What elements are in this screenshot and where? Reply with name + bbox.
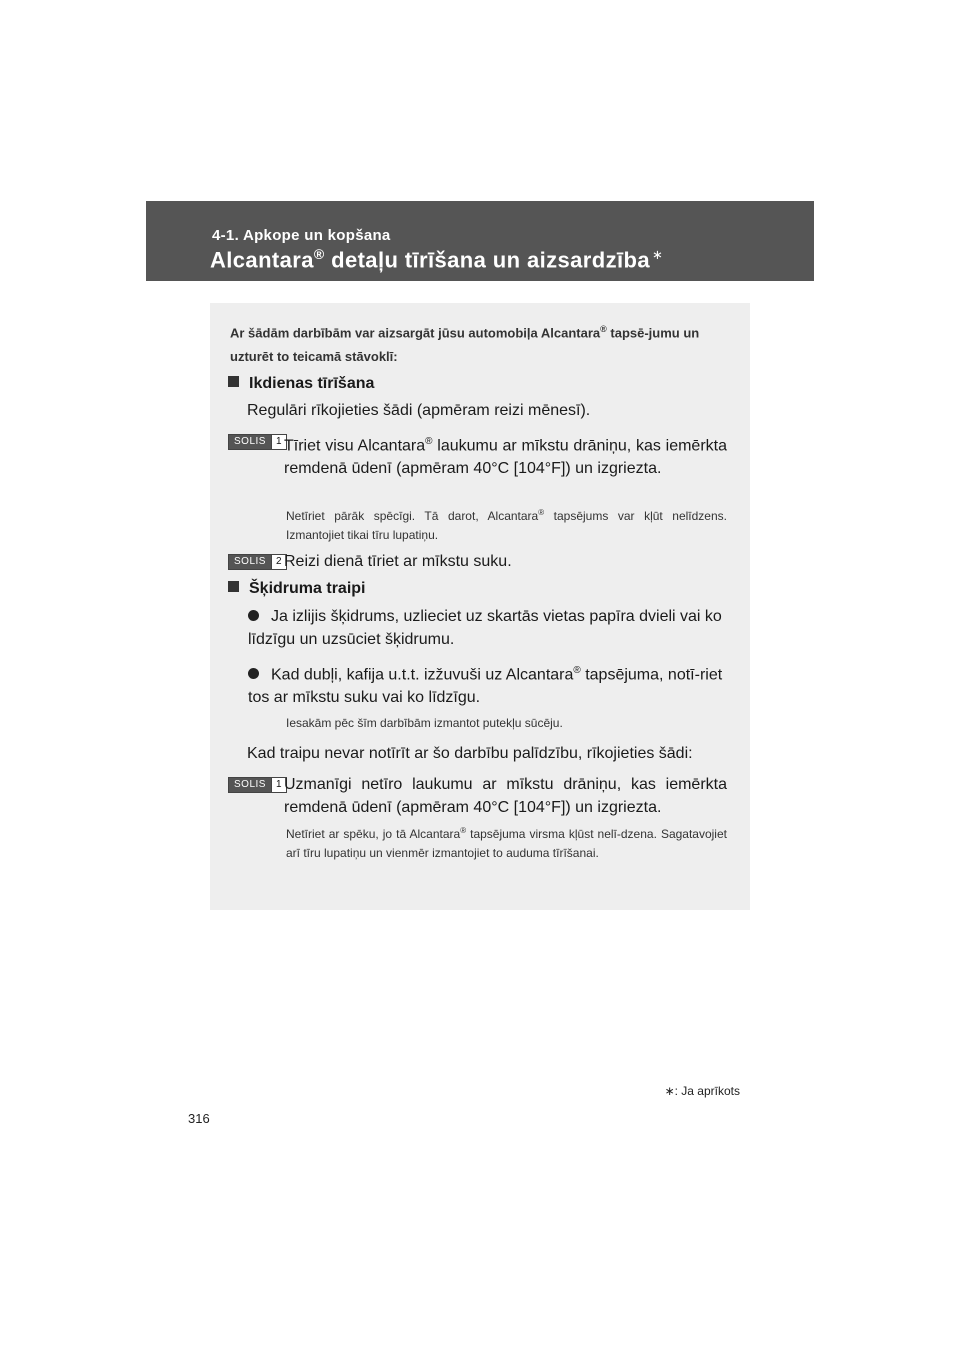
bullet2-text-b: tapsējuma, notī-riet tos ar mīkstu suku vai ko līdzīgu.: [248, 666, 723, 707]
page-number: 316: [188, 1111, 210, 1126]
step-badge: [228, 554, 287, 570]
registered-mark: ®: [313, 246, 325, 262]
note-text-b: tapsējuma virsma kļūst nelī-dzena. Sagatavojiet arī tīru lupatiņu un vienmēr izmantojiet to auduma tīrīšanai.: [286, 827, 727, 860]
registered-mark: ®: [538, 508, 545, 517]
daily-step1-text: [284, 430, 727, 480]
stains-note: [286, 821, 727, 863]
step-label: SOLIS: [229, 555, 271, 569]
step-number: 1: [271, 778, 286, 792]
step-label: SOLIS: [229, 778, 271, 792]
intro-text: [230, 317, 742, 369]
registered-mark: ®: [600, 324, 607, 334]
equipment-footnote: ∗: Ja aprīkots: [664, 1084, 740, 1098]
round-bullet-icon: [248, 668, 259, 679]
registered-mark: ®: [573, 665, 581, 676]
daily-heading: Ikdienas tīrīšana: [249, 375, 375, 392]
title-main: Alcantara: [210, 247, 314, 273]
stains-heading: Šķidruma traipi: [249, 580, 366, 597]
content-panel: [210, 303, 750, 910]
intro-line-b: tapsē-jumu un uzturēt to teicamā stāvoklī:: [230, 325, 700, 365]
title-rest: detaļu tīrīšana un aizsardzība: [324, 247, 650, 273]
round-bullet-icon: [248, 610, 259, 621]
bullet2-text-a: Kad dubļi, kafija u.t.t. izžuvuši uz Alcantara: [271, 666, 574, 684]
square-bullet-icon: [228, 581, 239, 592]
registered-mark: ®: [460, 826, 467, 835]
step-badge: [228, 434, 287, 450]
step-number: 2: [271, 555, 286, 569]
stains-fallback: Kad traipu nevar notīrīt ar šo darbību palīdzību, rīkojieties šādi:: [247, 745, 693, 762]
section-heading-stains: [228, 580, 365, 598]
intro-line-a: Ar šādām darbībām var aizsargāt jūsu automobiļa Alcantara: [230, 325, 601, 341]
stains-bullet-2: [248, 659, 727, 709]
page-header: [146, 201, 814, 281]
daily-step2-text: Reizi dienā tīriet ar mīkstu suku.: [284, 553, 512, 570]
daily-sub: Regulāri rīkojieties šādi (apmēram reizi mēnesī).: [247, 402, 591, 419]
stains-bullet-1: [248, 605, 727, 651]
note-text-a: Netīriet pārāk spēcīgi. Tā darot, Alcantara: [286, 509, 539, 523]
note-text-a: Netīriet ar spēku, jo tā Alcantara: [286, 827, 461, 841]
step-number: 1: [271, 435, 286, 449]
bullet1-text: Ja izlijis šķidrums, uzlieciet uz skartās vietas papīra dvieli vai ko līdzīgu un uzsūciet šķidrumu.: [248, 608, 722, 648]
step1-text-b: laukumu ar mīkstu drāniņu, kas iemērkta remdenā ūdenī (apmēram 40°C [104°F]) un izgriezta.: [284, 437, 727, 478]
equipment-star-icon: ∗: [651, 247, 664, 262]
stains-tip: Iesakām pēc šīm darbībām izmantot putekļu sūcēju.: [286, 716, 563, 730]
step-label: SOLIS: [229, 435, 271, 449]
step1-text-a: Tīriet visu Alcantara: [284, 437, 426, 455]
daily-note: [286, 503, 727, 545]
stains-step1-text: Uzmanīgi netīro laukumu ar mīkstu drāniņu, kas iemērkta remdenā ūdenī (apmēram 40°C [104°F]) un izgriezta.: [284, 776, 727, 816]
square-bullet-icon: [228, 376, 239, 387]
page-title: [210, 246, 663, 273]
step-badge: [228, 777, 287, 793]
section-heading-daily: [228, 375, 374, 393]
registered-mark: ®: [425, 436, 433, 447]
note-text-b: tapsējums var kļūt nelīdzens. Izmantojiet tikai tīru lupatiņu.: [286, 509, 727, 542]
section-label: 4-1. Apkope un kopšana: [212, 227, 391, 244]
